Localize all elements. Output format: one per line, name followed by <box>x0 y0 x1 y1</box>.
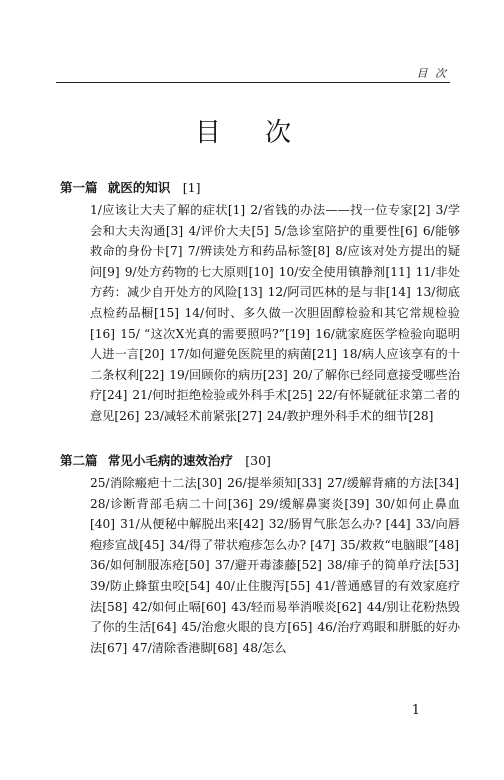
toc-entry: 7/辨读处方和药品标签[8] <box>187 244 331 259</box>
toc-entry: 44/别让花粉热毁了你的生活[64] <box>90 599 460 635</box>
toc-entry: 38/痱子的简单疗法[53] <box>326 558 459 573</box>
toc-entry: 18/病人应该享有的十二条权利[22] <box>90 347 461 382</box>
part-label: 第一篇 <box>60 180 98 195</box>
part-title: 就医的知识 <box>107 180 171 195</box>
toc-entry: 3/学会和大夫沟通[3] <box>90 203 461 238</box>
toc-entry: 28/诊断背部毛病二十问[36] <box>90 496 253 511</box>
toc-entry: 45/治愈火眼的良方[65] <box>181 620 313 635</box>
toc-entry: 31/从便秘中解脱出来[42] <box>120 517 264 532</box>
toc-entry: 6/能够救命的身份卡[7] <box>90 223 461 259</box>
part-heading <box>60 178 460 196</box>
toc-entry: 8/应该对处方提出的疑问[9] <box>90 244 461 279</box>
toc-entry: 34/得了带状疱疹怎么办? [47] <box>169 537 336 552</box>
toc-entry: 27/缓解背痛的方法[34] <box>326 476 459 490</box>
part-heading <box>60 451 460 469</box>
part-two <box>60 451 460 658</box>
toc-entry: 2/省钱的办法——找一位专家[2] <box>250 203 431 217</box>
toc-entry: 33/向唇疱疹宣战[45] <box>90 517 460 552</box>
toc-entry: 40/止住腹泻[55] <box>215 578 311 593</box>
toc-entries <box>90 200 460 427</box>
page-number: 1 <box>411 703 420 718</box>
toc-entries <box>90 473 460 658</box>
toc-entry: 1/应该让大夫了解的症状[1] <box>90 203 246 217</box>
toc-entry: 15/ “这次X光真的需要照吗?”[19] <box>120 326 311 341</box>
part-one <box>60 178 460 427</box>
toc-entry: 13/彻底点检药品橱[15] <box>90 285 460 320</box>
toc-entry: 23/减轻术前紧张[27] <box>144 408 263 423</box>
toc-entry: 46/治疗鸡眼和胼胝的好办法[67] <box>90 620 461 655</box>
part-page-number: [30] <box>245 453 271 468</box>
toc-entry: 47/清除香港脚[68] <box>132 640 238 655</box>
toc-entry: 5/急诊室陪护的重要性[6] <box>274 223 418 238</box>
toc-entry: 11/非处方药：减少自开处方的风险[13] <box>90 264 461 300</box>
toc-entry: 17/如何避免医院里的病菌[21] <box>169 347 337 362</box>
toc-entry: 30/如何止鼻血[40] <box>90 496 460 532</box>
toc-entry: 22/有怀疑就征求第二者的意见[26] <box>90 388 461 423</box>
toc-entry: 36/如何制服冻疮[50] <box>90 558 210 573</box>
toc-entry: 48/怎么 <box>242 640 287 655</box>
toc-entry: 16/就家庭医学检验向聪明人进一言[20] <box>90 326 460 362</box>
part-title: 常见小毛病的速效治疗 <box>107 453 233 468</box>
toc-entry: 29/缓解鼻窦炎[39] <box>258 496 370 511</box>
toc-entry: 14/何时、多久做一次胆固醇检验和其它常规检验 [16] <box>90 305 460 341</box>
toc-entry: 24/教护理外科手术的细节[28] <box>266 408 434 423</box>
header-rule <box>56 82 450 83</box>
toc-entry: 20/了解你已经同意接受哪些治疗[24] <box>90 367 461 403</box>
toc-entry: 10/安全使用镇静剂[11] <box>278 264 411 279</box>
toc-entry: 4/评价大夫[5] <box>188 223 269 238</box>
page-title: 目 次 <box>194 118 310 148</box>
toc-entry: 43/轻而易举消喉炎[62] <box>231 599 362 614</box>
toc-entry: 41/普通感冒的有效家庭疗法[58] <box>90 578 461 614</box>
toc-entry: 21/何时拒绝检验或外科手术[25] <box>132 388 313 403</box>
toc-entry: 37/避开毒漆藤[52] <box>214 558 322 573</box>
toc-entry: 25/消除瘢疤十二法[30] <box>90 476 223 490</box>
toc-entry: 42/如何止嗝[60] <box>132 599 227 614</box>
toc-entry: 26/提举须知[33] <box>227 476 322 490</box>
running-head: 目 次 <box>416 67 448 80</box>
part-page-number: [1] <box>182 180 201 195</box>
toc-entry: 35/救救“电脑眼”[48] <box>340 537 460 552</box>
toc-entry: 32/肠胃气胀怎么办? [44] <box>268 517 411 532</box>
toc-entry: 39/防止蜂蜇虫咬[54] <box>90 578 210 593</box>
toc-entry: 19/回顾你的病历[23] <box>169 367 288 382</box>
part-label: 第二篇 <box>60 453 98 468</box>
toc-entry: 9/处方药物的七大原则[10] <box>124 264 274 279</box>
toc-entry: 12/阿司匹林的是与非[14] <box>267 285 411 300</box>
